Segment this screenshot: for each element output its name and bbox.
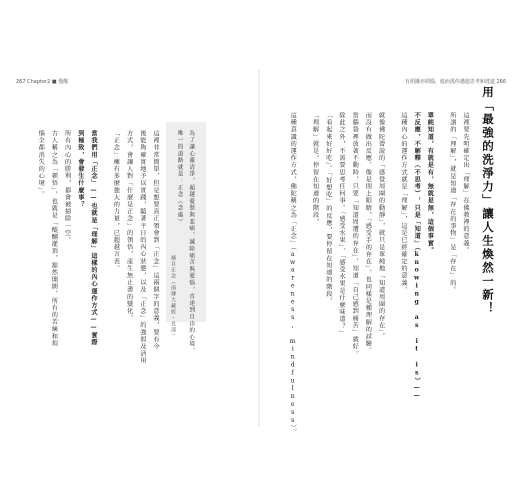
body-line: 就像佛陀曾說的「感覺周圍的動靜」，就只是單純地「知道周圍的存在」。 bbox=[377, 112, 385, 341]
body-line: 這種內心的運作方式就是「理解」，這是已經確定的意義。 bbox=[400, 112, 407, 294]
quote-source: 摘自正念（南傳大藏經・長部） bbox=[170, 255, 176, 339]
body-line: 「看起來好好吃」、「好想吃」的反應，要停留在知道的階段。 bbox=[324, 112, 332, 305]
body-line: 除此之外，不需要思考任何事。「感受水果」、「感受水果是什麼味道？」 bbox=[338, 112, 345, 337]
right-running-head: 有煩擾亦煩惱，進而孤你邁進思考和逃道 266 bbox=[404, 79, 506, 85]
body-line: 「理解」就是，停留在知道的階段。 bbox=[311, 112, 319, 226]
chapter-title: 用「最強的洗淨力」讓人生煥然一新！ bbox=[481, 86, 495, 316]
body-line: 古人稱之為「頓悟」，也就是「醍醐灌頂，豁然開朗，所有的苦痛和煩 bbox=[50, 130, 58, 347]
book-spine bbox=[258, 70, 260, 426]
body-line: 方式，會讓人對「什麼是正念」的領悟，產生無止盡的變化。 bbox=[125, 130, 133, 322]
left-page-body bbox=[30, 130, 158, 364]
body-line: 當腦袋裡放著不動時，只要「知道周遭的存在」，知道「自己感到痛苦」就好。 bbox=[351, 112, 359, 358]
left-running-head: 267 Chapter2 ■ 覺醒 bbox=[16, 79, 69, 85]
body-line: 這裡非常簡單，但是想要真正領會到「正念」這兩個字的意義，要有今 bbox=[152, 130, 159, 351]
body-line-emphasis: 不反應，不解釋（不思考），只是「知道」（knowing as it is）—— bbox=[413, 112, 421, 401]
quote-line: 唯一的道路就是：正念（念處） bbox=[176, 130, 183, 226]
body-line: 後能夠確實地予以實踐，隨著平日的內心狀態，以及「正念」的強弱及活用 bbox=[138, 130, 146, 365]
body-line: 這種意識的運作方式，佛陀稱之為「正念」（awareness, mindfulness）。 bbox=[289, 112, 297, 436]
body-line: 這裡要先明確定出「理解」在佛教裡的意義。 bbox=[462, 112, 469, 254]
body-line: 「正念」擁有多麼強大的力量，已超越言表。 bbox=[112, 130, 120, 272]
body-line-emphasis: 當我們用「正念」——也就是「理解」這樣的內心運作方式——實際 bbox=[90, 130, 98, 347]
body-line-emphasis: 到極致，會發生什麼事？ bbox=[76, 130, 84, 209]
quote-line: 為了讓心靈清淨，超越憂愁與悲痛，滅除痛苦與憂惱，直達到自由的心境， bbox=[188, 130, 195, 355]
body-line: 所謂的「理解」，就是知道「存在的事物」是「存在」的。 bbox=[448, 112, 456, 294]
body-line: 而沒有做出反應。像是閉上眼睛，「感受手的存在」，也同樣是種理解的試驗。 bbox=[364, 112, 372, 355]
body-line: 所有內心的勝利，都會被掃除一空。 bbox=[63, 130, 71, 244]
body-line: 惱全都消失的心境」。 bbox=[37, 130, 45, 198]
right-page-body bbox=[282, 112, 468, 436]
body-line-emphasis: 單純知道，有就是有，無就是無，這個事實。 bbox=[426, 112, 434, 254]
